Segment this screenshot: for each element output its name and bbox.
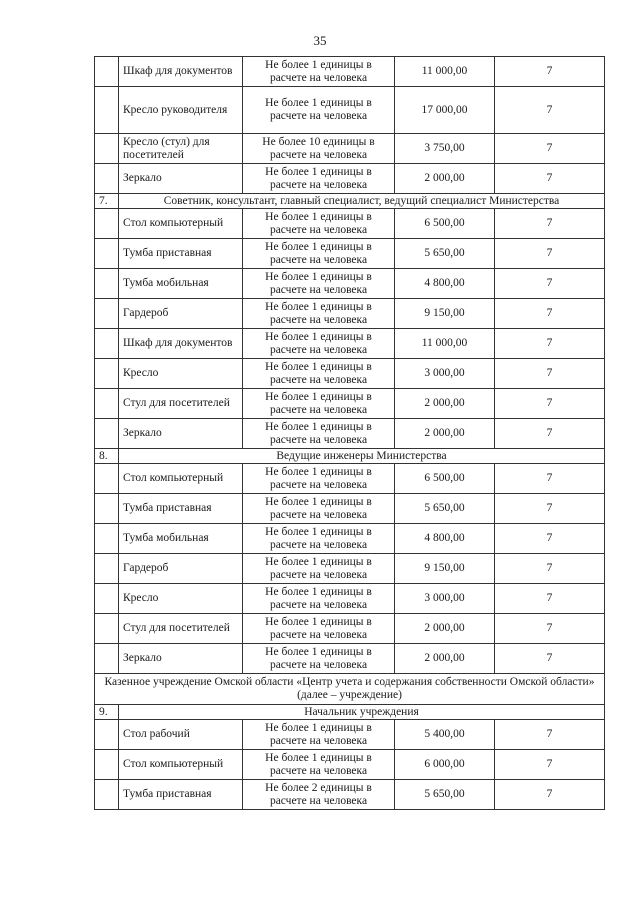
row-number (95, 464, 119, 494)
item-name: Тумба мобильная (119, 269, 243, 299)
row-number (95, 720, 119, 750)
table-row (95, 269, 605, 299)
item-name: Стол компьютерный (119, 209, 243, 239)
item-name: Стол компьютерный (119, 464, 243, 494)
item-quantity-norm: Не более 1 единицы в расчете на человека (243, 57, 395, 87)
row-number (95, 494, 119, 524)
item-name: Стол компьютерный (119, 750, 243, 780)
table-row (95, 720, 605, 750)
item-service-years: 7 (495, 584, 605, 614)
section-row (95, 705, 605, 720)
table-row (95, 464, 605, 494)
item-name: Тумба приставная (119, 780, 243, 810)
item-name: Зеркало (119, 644, 243, 674)
table-row (95, 359, 605, 389)
table-row (95, 750, 605, 780)
row-number (95, 359, 119, 389)
item-quantity-norm: Не более 1 единицы в расчете на человека (243, 389, 395, 419)
item-price: 5 650,00 (395, 494, 495, 524)
section-title: Ведущие инженеры Министерства (119, 449, 605, 464)
row-number (95, 419, 119, 449)
item-price: 2 000,00 (395, 614, 495, 644)
section-number: 8. (95, 449, 119, 464)
row-number (95, 644, 119, 674)
item-quantity-norm: Не более 1 единицы в расчете на человека (243, 239, 395, 269)
item-price: 5 650,00 (395, 780, 495, 810)
table-row (95, 644, 605, 674)
item-quantity-norm: Не более 10 единицы в расчете на человека (243, 134, 395, 164)
row-number (95, 239, 119, 269)
item-service-years: 7 (495, 780, 605, 810)
row-number (95, 87, 119, 134)
item-price: 6 500,00 (395, 464, 495, 494)
item-service-years: 7 (495, 57, 605, 87)
item-quantity-norm: Не более 1 единицы в расчете на человека (243, 359, 395, 389)
item-price: 2 000,00 (395, 419, 495, 449)
table-row (95, 419, 605, 449)
table-row (95, 614, 605, 644)
item-name: Шкаф для документов (119, 329, 243, 359)
item-quantity-norm: Не более 1 единицы в расчете на человека (243, 209, 395, 239)
page-number: 35 (313, 33, 327, 48)
row-number (95, 57, 119, 87)
item-service-years: 7 (495, 359, 605, 389)
item-quantity-norm: Не более 2 единицы в расчете на человека (243, 780, 395, 810)
item-name: Шкаф для документов (119, 57, 243, 87)
row-number (95, 614, 119, 644)
item-service-years: 7 (495, 524, 605, 554)
item-service-years: 7 (495, 419, 605, 449)
row-number (95, 554, 119, 584)
item-price: 4 800,00 (395, 524, 495, 554)
item-name: Стул для посетителей (119, 614, 243, 644)
row-number (95, 209, 119, 239)
item-service-years: 7 (495, 554, 605, 584)
item-service-years: 7 (495, 87, 605, 134)
section-row (95, 194, 605, 209)
table-row (95, 299, 605, 329)
furniture-norms-table (94, 56, 605, 810)
row-number (95, 164, 119, 194)
table-row (95, 584, 605, 614)
item-name: Кресло (119, 584, 243, 614)
item-price: 2 000,00 (395, 644, 495, 674)
row-number (95, 584, 119, 614)
item-service-years: 7 (495, 750, 605, 780)
item-price: 9 150,00 (395, 554, 495, 584)
item-service-years: 7 (495, 720, 605, 750)
item-price: 4 800,00 (395, 269, 495, 299)
item-price: 11 000,00 (395, 329, 495, 359)
item-quantity-norm: Не более 1 единицы в расчете на человека (243, 269, 395, 299)
item-service-years: 7 (495, 464, 605, 494)
table-row (95, 164, 605, 194)
item-name: Зеркало (119, 419, 243, 449)
item-quantity-norm: Не более 1 единицы в расчете на человека (243, 329, 395, 359)
table-row (95, 57, 605, 87)
item-name: Гардероб (119, 299, 243, 329)
row-number (95, 329, 119, 359)
table-row (95, 87, 605, 134)
item-price: 2 000,00 (395, 389, 495, 419)
section-title: Начальник учреждения (119, 705, 605, 720)
section-row (95, 449, 605, 464)
table-row (95, 134, 605, 164)
item-quantity-norm: Не более 1 единицы в расчете на человека (243, 720, 395, 750)
section-number: 9. (95, 705, 119, 720)
item-name: Гардероб (119, 554, 243, 584)
table-row (95, 524, 605, 554)
institution-heading: Казенное учреждение Омской области «Центр учета и содержания собственности Омской области» (далее – учреждение) (95, 674, 605, 705)
item-quantity-norm: Не более 1 единицы в расчете на человека (243, 524, 395, 554)
row-number (95, 524, 119, 554)
item-name: Кресло (119, 359, 243, 389)
item-name: Тумба приставная (119, 239, 243, 269)
item-price: 9 150,00 (395, 299, 495, 329)
item-service-years: 7 (495, 164, 605, 194)
item-price: 5 400,00 (395, 720, 495, 750)
item-quantity-norm: Не более 1 единицы в расчете на человека (243, 614, 395, 644)
item-price: 3 000,00 (395, 584, 495, 614)
item-service-years: 7 (495, 134, 605, 164)
item-service-years: 7 (495, 614, 605, 644)
item-name: Стул для посетителей (119, 389, 243, 419)
table-row (95, 554, 605, 584)
item-price: 6 500,00 (395, 209, 495, 239)
item-name: Кресло (стул) для посетителей (119, 134, 243, 164)
item-name: Зеркало (119, 164, 243, 194)
item-service-years: 7 (495, 389, 605, 419)
item-quantity-norm: Не более 1 единицы в расчете на человека (243, 164, 395, 194)
item-quantity-norm: Не более 1 единицы в расчете на человека (243, 87, 395, 134)
row-number (95, 269, 119, 299)
item-quantity-norm: Не более 1 единицы в расчете на человека (243, 494, 395, 524)
item-quantity-norm: Не более 1 единицы в расчете на человека (243, 419, 395, 449)
row-number (95, 134, 119, 164)
item-service-years: 7 (495, 299, 605, 329)
row-number (95, 299, 119, 329)
table-row (95, 329, 605, 359)
item-service-years: 7 (495, 329, 605, 359)
section-title: Советник, консультант, главный специалист, ведущий специалист Министерства (119, 194, 605, 209)
item-price: 5 650,00 (395, 239, 495, 269)
institution-row (95, 674, 605, 705)
table-row (95, 239, 605, 269)
table-row (95, 780, 605, 810)
item-quantity-norm: Не более 1 единицы в расчете на человека (243, 750, 395, 780)
item-service-years: 7 (495, 494, 605, 524)
item-quantity-norm: Не более 1 единицы в расчете на человека (243, 644, 395, 674)
item-price: 3 750,00 (395, 134, 495, 164)
table-row (95, 494, 605, 524)
item-name: Тумба мобильная (119, 524, 243, 554)
item-name: Стол рабочий (119, 720, 243, 750)
row-number (95, 389, 119, 419)
item-service-years: 7 (495, 644, 605, 674)
item-price: 2 000,00 (395, 164, 495, 194)
item-quantity-norm: Не более 1 единицы в расчете на человека (243, 464, 395, 494)
item-service-years: 7 (495, 239, 605, 269)
item-quantity-norm: Не более 1 единицы в расчете на человека (243, 299, 395, 329)
section-number: 7. (95, 194, 119, 209)
item-price: 3 000,00 (395, 359, 495, 389)
item-service-years: 7 (495, 269, 605, 299)
row-number (95, 750, 119, 780)
item-price: 17 000,00 (395, 87, 495, 134)
item-name: Кресло руководителя (119, 87, 243, 134)
item-name: Тумба приставная (119, 494, 243, 524)
table-row (95, 209, 605, 239)
item-quantity-norm: Не более 1 единицы в расчете на человека (243, 554, 395, 584)
item-price: 11 000,00 (395, 57, 495, 87)
item-price: 6 000,00 (395, 750, 495, 780)
item-service-years: 7 (495, 209, 605, 239)
table-row (95, 389, 605, 419)
item-quantity-norm: Не более 1 единицы в расчете на человека (243, 584, 395, 614)
row-number (95, 780, 119, 810)
